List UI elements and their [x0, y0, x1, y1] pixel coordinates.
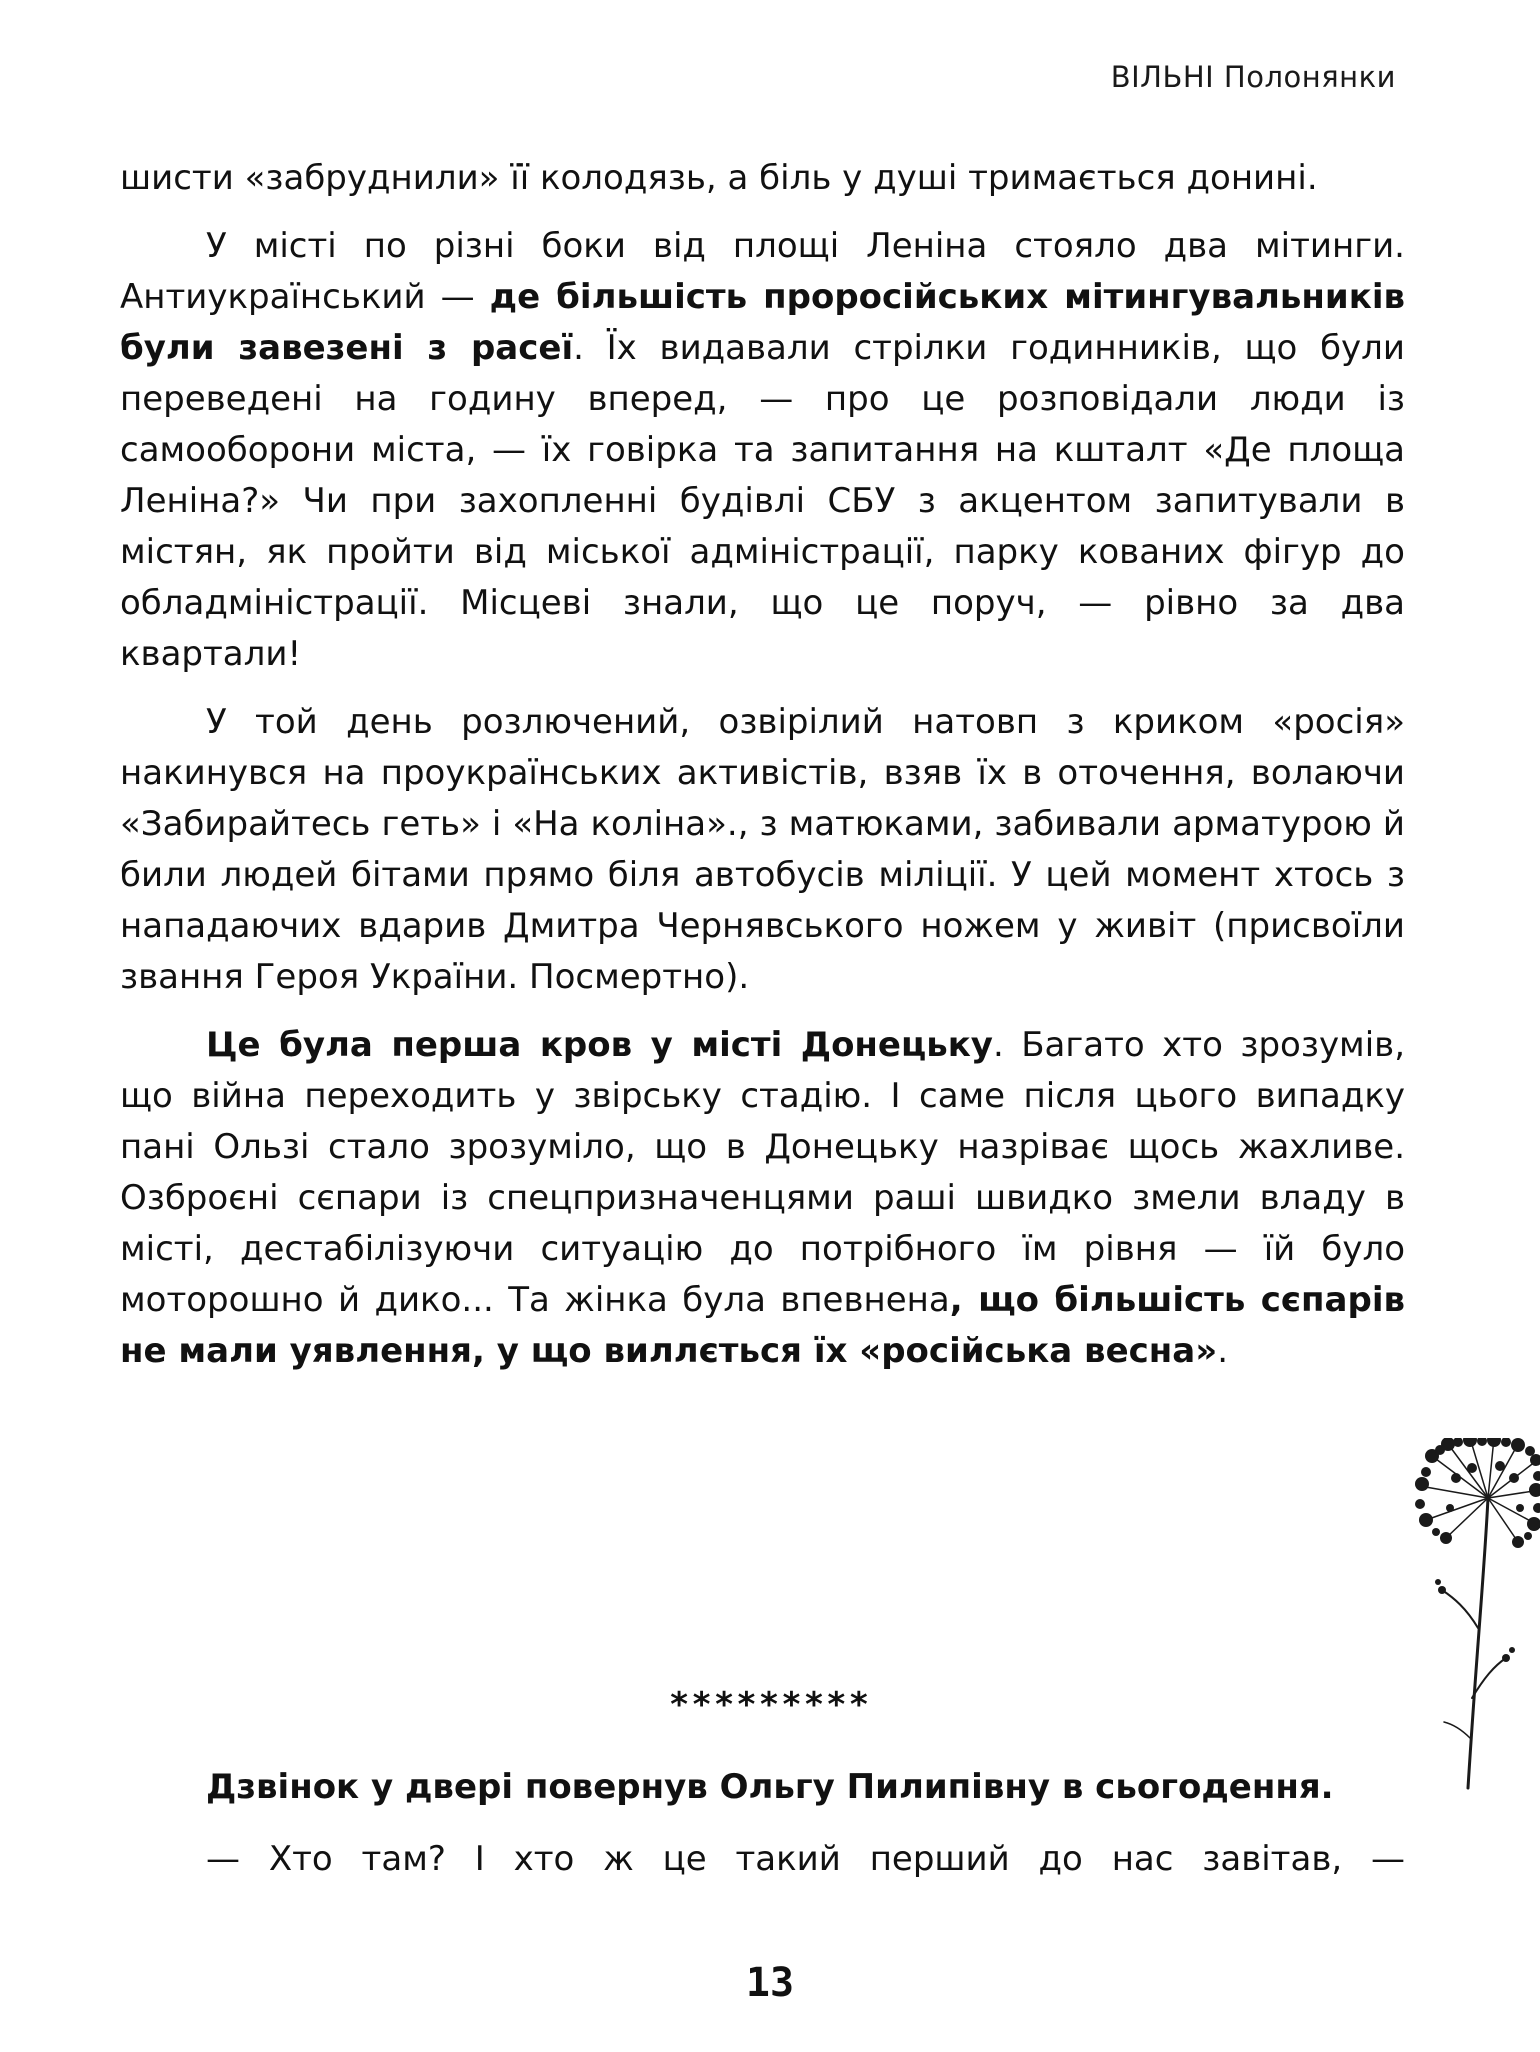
- paragraph-4-end: .: [1217, 1331, 1228, 1371]
- paragraph-4: [120, 1020, 1405, 1377]
- page-number: 13: [745, 1960, 795, 2006]
- body-text: [120, 153, 1405, 1394]
- paragraph-4-middle: . Багато хто зрозумів, що війна переходить у звірську стадію. І саме після цього випадку пані Ользі стало зрозуміло, що в Донецьку назріває щось жахливе. Озброєні сєпари із спецпризначенцями раші швидко змели владу в місті, дестабілізуючи ситуацію до потрібного їм рівня — їй було моторошно й дико... Та жінка була впевнена: [120, 1025, 1406, 1320]
- bold-sentence: Дзвінок у двері повернув Ольгу Пилипівну в сьогодення.: [206, 1767, 1334, 1807]
- section-separator: *********: [668, 1685, 872, 1725]
- paragraph-2-bold: де більшість проросійських мітингувальників були завезені з расеї: [120, 277, 1405, 368]
- paragraph-2-before: У місті по різні боки від площі Леніна стояло два мітинги. Антиукраїнський —: [120, 226, 1405, 317]
- running-header: ВІЛЬНІ Полонянки: [1110, 60, 1396, 94]
- paragraph-4-bold2: , що більшість сєпарів не мали уявлення, у що виллється їх «російська весна»: [120, 1280, 1406, 1371]
- paragraph-2: [120, 221, 1405, 680]
- dill-plant-icon: [1410, 1438, 1540, 1798]
- paragraph-1: шисти «забруднили» її колодязь, а біль у душі тримається донині.: [120, 158, 1318, 198]
- paragraph-4-bold: Це була перша кров у місті Донецьку: [206, 1025, 993, 1065]
- dialogue-line: — Хто там? І хто ж це такий перший до нас завітав, —: [206, 1839, 1405, 1879]
- paragraph-3: У той день розлючений, озвірілий натовп з криком «росія» накинувся на проукраїнських активістів, взяв їх в оточення, волаючи «Забирайтесь геть» і «На коліна»., з матюками, забивали арматурою й били людей бітами прямо біля автобусів міліції. У цей момент хтось з нападаючих вдарив Дмитра Чернявського ножем у живіт (присвоїли звання Героя України. Посмертно).: [120, 702, 1405, 997]
- paragraph-2-after: . Їх видавали стрілки годинників, що були переведені на годину вперед, — про це розповідали люди із самооборони міста, — їх говірка та запитання на кшталт «Де площа Леніна?» Чи при захопленні будівлі СБУ з акцентом запитували в містян, як пройти від міської адміністрації, парку кованих фігур до обладміністрації. Місцеві знали, що це поруч, — рівно за два квартали!: [120, 328, 1405, 674]
